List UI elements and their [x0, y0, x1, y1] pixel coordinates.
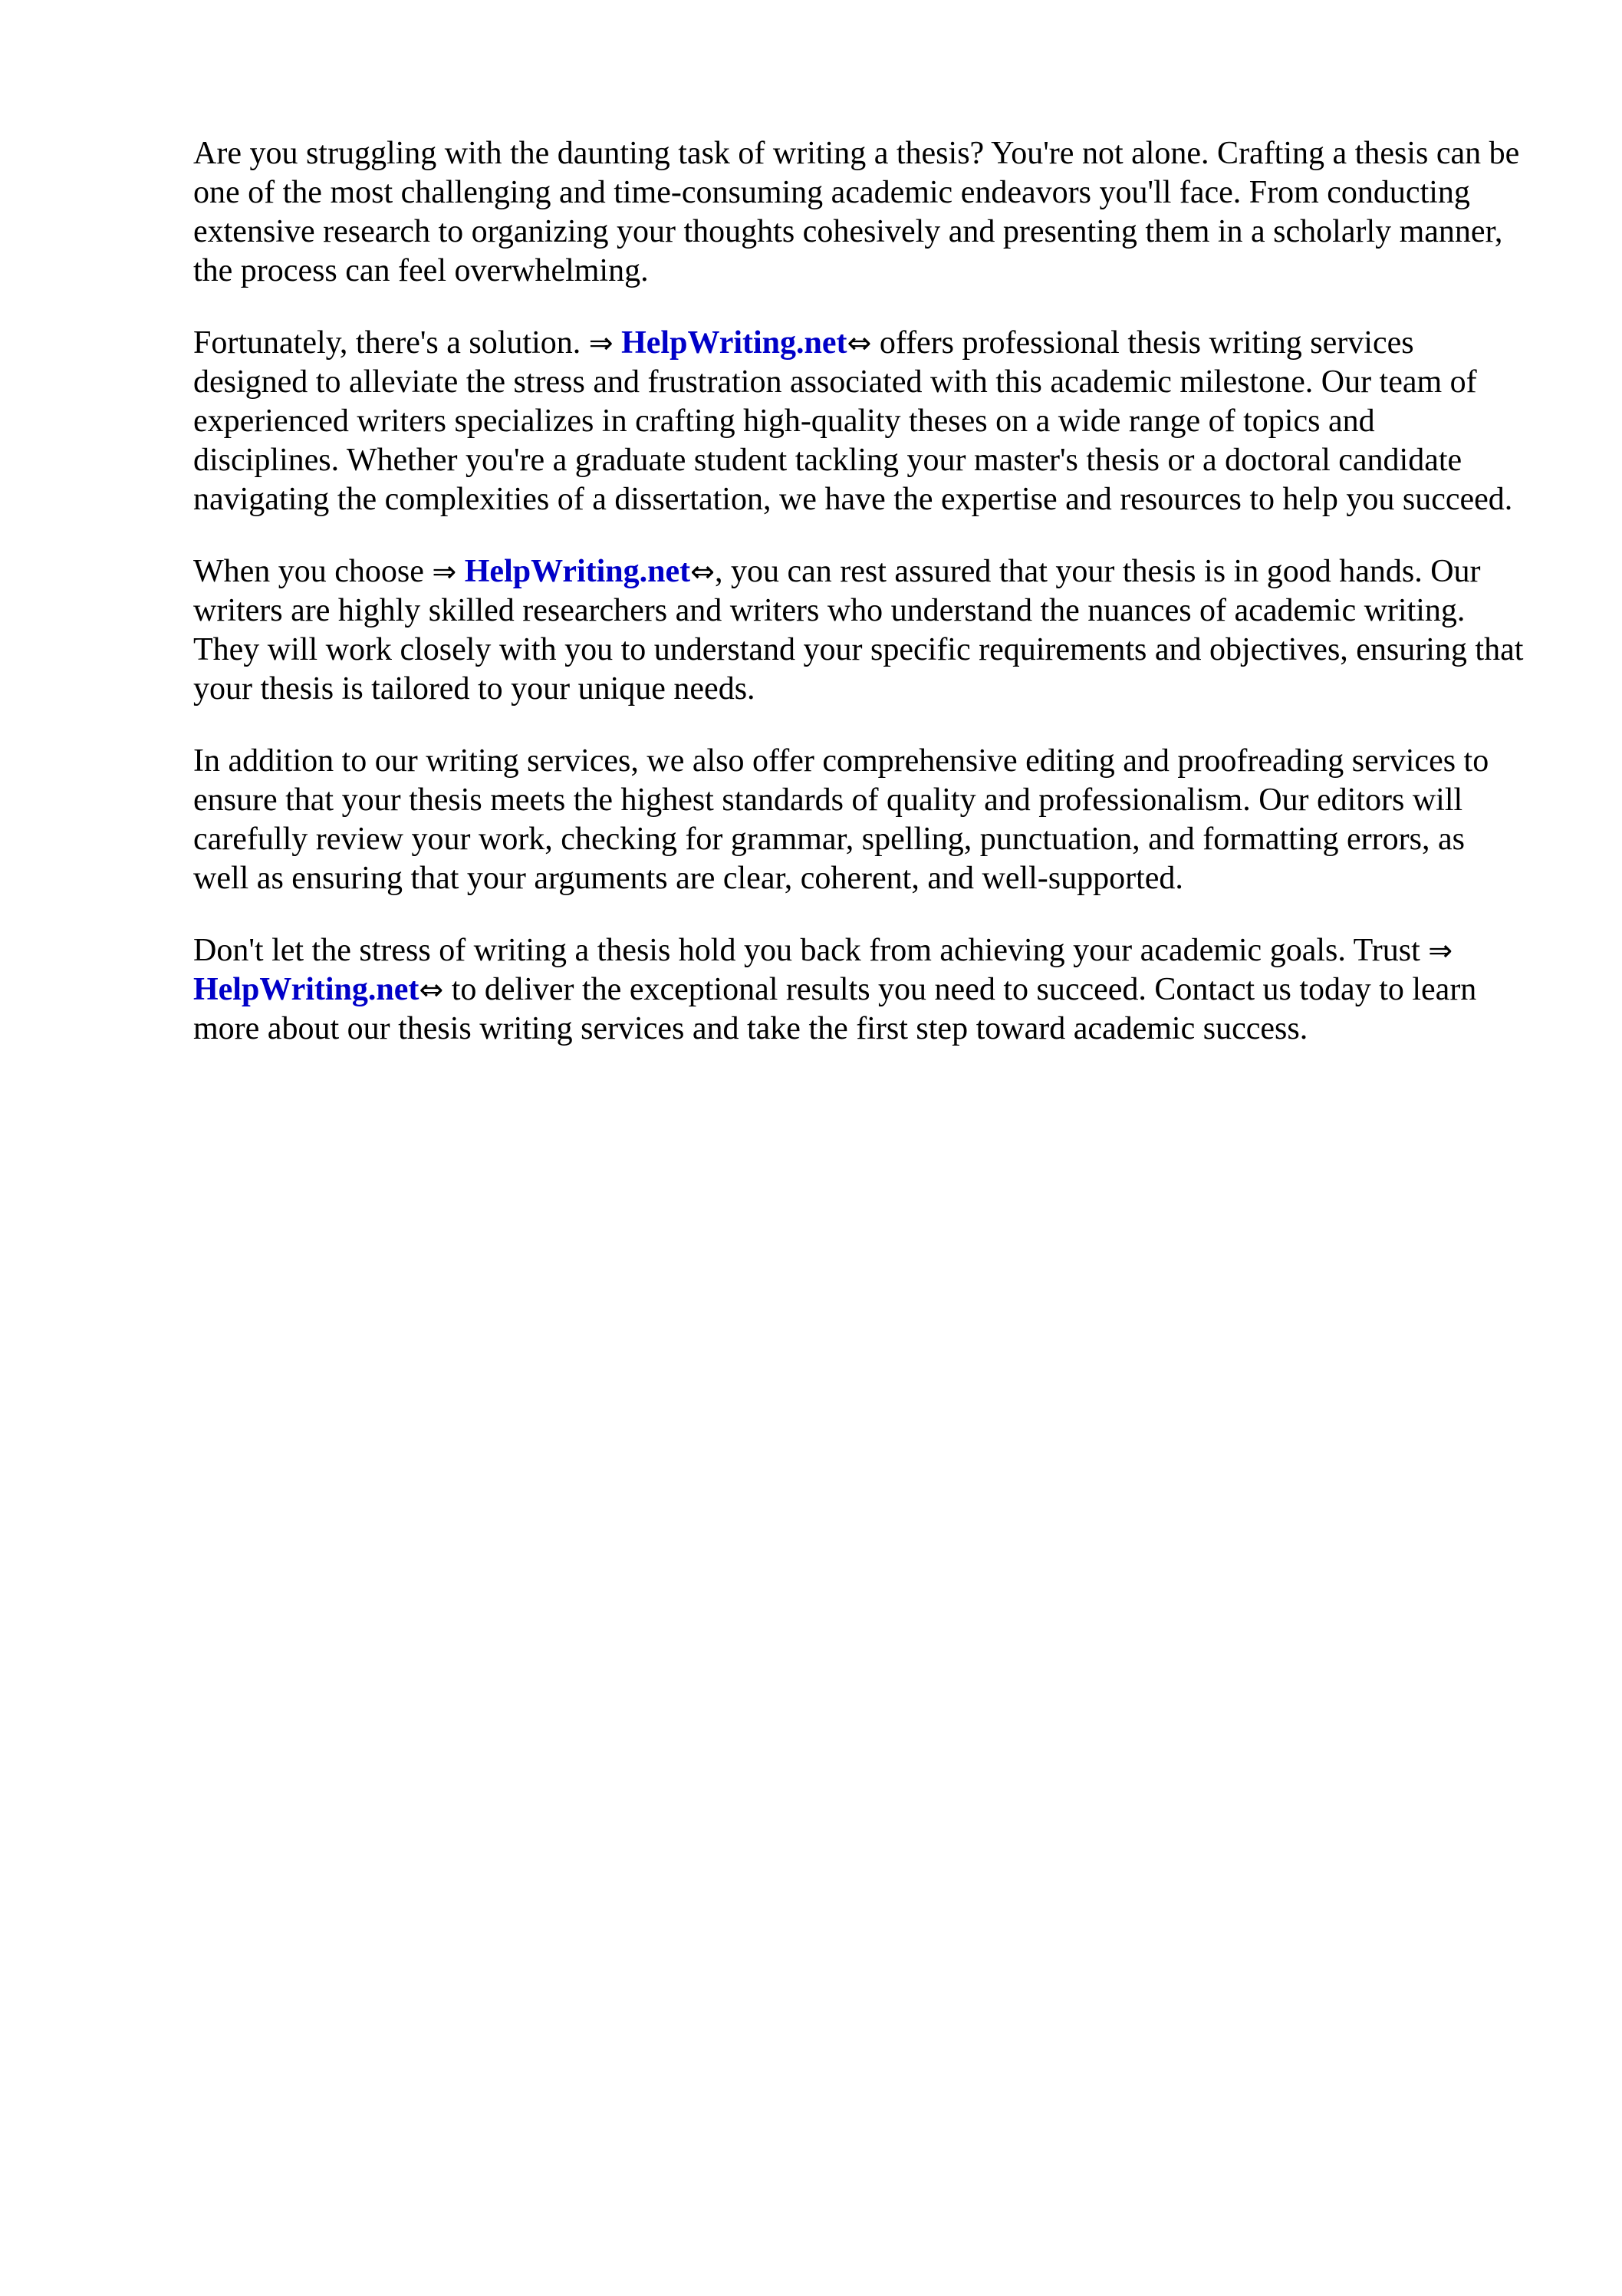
paragraph-closing [193, 931, 1528, 1049]
paragraph-closing-lead: Don't let the stress of writing a thesis hold you back from achieving your academic goals. Trust [193, 933, 1429, 968]
right-double-arrow-icon: ⇒ [1428, 934, 1453, 967]
paragraph-solution-rest: offers professional thesis writing services designed to alleviate the stress and frustration associated with this academic milestone. Our team of experienced writers specializes in crafting high-quality theses on a wide range of topics and disciplines. Whether you're a graduate student tackling your master's thesis or a doctoral candidate navigating the complexities of a dissertation, we have the expertise and resources to help you succeed. [193, 325, 1513, 517]
paragraph-solution-lead: Fortunately, there's a solution. [193, 325, 589, 361]
paragraph-solution [193, 324, 1528, 519]
paragraph-editing: In addition to our writing services, we also offer comprehensive editing and proofreading services to ensure that your thesis meets the highest standards of quality and professionalism. Our editors will carefully review your work, checking for grammar, spelling, punctuation, and formatting errors, as well as ensuring that your arguments are clear, coherent, and well-supported. [193, 743, 1489, 896]
paragraph-closing-rest: to deliver the exceptional results you need to succeed. Contact us today to learn more about our thesis writing services and take the first step toward academic success. [193, 972, 1477, 1046]
right-double-arrow-icon: ⇒ [432, 555, 457, 588]
left-right-double-arrow-icon: ⇔ [690, 555, 715, 588]
left-right-double-arrow-icon: ⇔ [847, 326, 872, 360]
paragraph-choose-lead: When you choose [193, 554, 433, 589]
paragraph-choose-rest: , you can rest assured that your thesis is in good hands. Our writers are highly skilled researchers and writers who understand the nuances of academic writing. They will work closely with you to understand your specific requirements and objectives, ensuring that your thesis is tailored to your unique needs. [193, 554, 1524, 707]
left-right-double-arrow-icon: ⇔ [419, 973, 444, 1006]
helpwriting-link[interactable]: HelpWriting.net [193, 972, 419, 1007]
helpwriting-link[interactable]: HelpWriting.net [464, 554, 691, 589]
paragraph-choose [193, 552, 1528, 709]
right-double-arrow-icon: ⇒ [588, 326, 614, 360]
helpwriting-link[interactable]: HelpWriting.net [621, 325, 847, 361]
paragraph-intro: Are you struggling with the daunting task of writing a thesis? You're not alone. Crafting a thesis can be one of the most challenging and time-consuming academic endeavors you'll face. From conducting extensive research to organizing your thoughts cohesively and presenting them in a scholarly manner, the process can feel overwhelming. [193, 136, 1520, 288]
document-body [193, 134, 1528, 1082]
